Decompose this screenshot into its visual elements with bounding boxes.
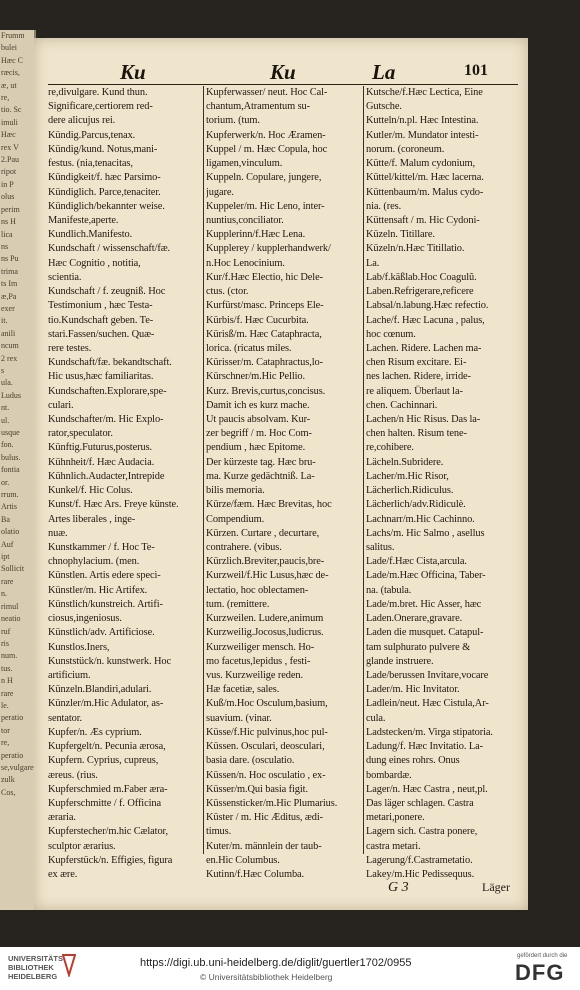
dictionary-line: zer begriff / m. Hoc Com- (206, 428, 312, 440)
copyright-notice: © Universitätsbibliothek Heidelberg (200, 972, 333, 982)
dictionary-line: nes lachen. Ridere, irride- (366, 371, 471, 383)
dictionary-column-2 (206, 86, 360, 886)
header-rule (48, 84, 518, 85)
dictionary-line: Kutteln/n.pl. Hæc Intestina. (366, 115, 479, 127)
dictionary-line: La. (366, 257, 380, 269)
previous-page-line: Hæc (1, 130, 16, 140)
previous-page-line: ns Pu (1, 254, 19, 264)
dictionary-line: Artes liberales , inge- (48, 513, 136, 525)
dictionary-line: Hæc Cognitio , notitia, (48, 257, 141, 269)
dictionary-line: Laden die musquet. Catapul- (366, 627, 484, 639)
previous-page-line: ripot (1, 167, 17, 177)
dictionary-line: jugare. (206, 186, 234, 198)
dictionary-line: Küsse/f.Hic pulvinus,hoc pul- (206, 726, 328, 738)
dictionary-line: Manifeste,aperte. (48, 214, 119, 226)
previous-page-line: Sollicit (1, 564, 25, 574)
previous-page-line: Hæc C (1, 55, 23, 65)
dictionary-line: Kutler/m. Mundator intesti- (366, 129, 479, 141)
dictionary-line: Kupferschmied m.Faber æra- (48, 783, 168, 795)
dictionary-line: Lachs/m. Hic Salmo , asellus (366, 527, 485, 539)
dictionary-line: Lade/m.bret. Hic Asser, hæc (366, 598, 482, 610)
dictionary-line: Kundlich.Manifesto. (48, 229, 133, 241)
previous-page-line: n. (1, 589, 7, 599)
dictionary-line: ctus. (ctor. (206, 286, 249, 298)
previous-page-line: rimul (1, 601, 19, 611)
dictionary-line: Damit ich es kurz mache. (206, 399, 310, 411)
dictionary-line: Kürschner/m.Hic Pellio. (206, 371, 305, 383)
dictionary-line: chnophylacium. (men. (48, 556, 140, 568)
dictionary-line: Kuppeln. Copulare, jungere, (206, 172, 322, 184)
dictionary-line: Kürisß/m. Hæc Cataphracta, (206, 328, 322, 340)
previous-page-line: it. (1, 316, 8, 326)
previous-page-line: se,vulgare (1, 762, 34, 772)
dictionary-line: Kuß/m.Hoc Osculum,basium, (206, 698, 328, 710)
running-head-left: Ku (120, 60, 146, 84)
dictionary-line: suavium. (vinar. (206, 712, 272, 724)
dictionary-line: æraria. (48, 812, 76, 824)
dictionary-line: re,cohibere. (366, 442, 414, 454)
dictionary-line: bilis memoria. (206, 485, 265, 497)
dictionary-line: Laden.Onerare,gravare. (366, 613, 463, 625)
dictionary-line: Kürisser/m. Cataphractus,lo- (206, 357, 323, 369)
previous-page-line: rare (1, 576, 14, 586)
dictionary-line: Kürbis/f. Hæc Cucurbita. (206, 314, 309, 326)
dictionary-line: Der kürzeste tag. Hæc bru- (206, 456, 316, 468)
previous-page-line: Artis (1, 502, 17, 512)
dictionary-line: Künftig.Futurus,posterus. (48, 442, 153, 454)
dictionary-line: glande instruere. (366, 655, 434, 667)
dfg-logo: DFG (515, 960, 565, 985)
dictionary-line: Kündiglich. Parce,tenaciter. (48, 186, 161, 198)
previous-page-line: ræcis, (1, 68, 20, 78)
dictionary-line: Künstlich/adv. Artificiose. (48, 627, 155, 639)
dictionary-line: Künstlich/kunstreich. Artifi- (48, 598, 163, 610)
institution-line: HEIDELBERG (8, 972, 58, 981)
institution-name (8, 954, 66, 981)
dictionary-line: chen Risum excitare. Ei- (366, 357, 467, 369)
dictionary-line: chen. Cachinnari. (366, 399, 438, 411)
dictionary-line: Lächerlich.Ridiculus. (366, 485, 454, 497)
dictionary-line: Kutsche/f.Hæc Lectica, Eine (366, 87, 483, 98)
dictionary-line: Hæ facetiæ, sales. (206, 684, 280, 696)
previous-page-line: zulk (1, 775, 15, 785)
dictionary-line: Gutsche. (366, 101, 402, 113)
dictionary-line: Kur/f.Hæc Electio, hic Dele- (206, 271, 323, 283)
dictionary-column-3 (366, 86, 520, 886)
dictionary-line: Küzeln/n.Hæc Titillatio. (366, 243, 465, 255)
dictionary-line: Ut paucis absolvam. Kur- (206, 414, 311, 426)
column-divider (203, 86, 204, 854)
dictionary-line: Küster / m. Hic Æditus, ædi- (206, 812, 323, 824)
dictionary-line: pendium , hæc Epitome. (206, 442, 306, 454)
dictionary-line: lectatio, hoc oblectamen- (206, 584, 309, 596)
dictionary-line: Kunst/f. Hæc Ars. Freye künste. (48, 499, 179, 511)
dictionary-line: sculptor ærarius. (48, 840, 116, 852)
dictionary-line: Kunstlos.Iners, (48, 641, 110, 653)
dictionary-line: ligamen,vinculum. (206, 158, 283, 170)
dictionary-line: ma. Kurze gedächtniß. La- (206, 470, 315, 482)
dictionary-line: Küssen/n. Hoc osculatio , ex- (206, 769, 326, 781)
dictionary-line: artificium. (48, 669, 91, 681)
dictionary-line: Kupplerey / kupplerhandwerk/ (206, 243, 331, 255)
dictionary-line: tam sulphurato pulvere & (366, 641, 471, 653)
dictionary-line: Kurzweiliger mensch. Ho- (206, 641, 315, 653)
previous-page-line: æ, ut (1, 80, 17, 90)
previous-page-line: num. (1, 651, 18, 661)
dictionary-line: rator,speculator. (48, 428, 113, 440)
previous-page-line: imuli (1, 117, 18, 127)
previous-page-line: peratio (1, 713, 24, 723)
dictionary-line: re aliquem. Überlaut la- (366, 385, 463, 397)
previous-page-line: Ludus (1, 390, 21, 400)
dictionary-line: Lade/m.Hæc Officina, Taber- (366, 570, 486, 582)
dictionary-line: Hic usus,hæc familiaritas. (48, 371, 154, 383)
dictionary-line: festus. (nia,tenacitas, (48, 158, 133, 170)
dictionary-line: Kündiglich/bekannter weise. (48, 200, 165, 212)
previous-page-line: le. (1, 700, 9, 710)
dictionary-line: Kündig/kund. Notus,mani- (48, 143, 158, 155)
previous-page-line: peratio (1, 750, 24, 760)
dictionary-line: Lachen. Ridere. Lachen ma- (366, 342, 482, 354)
previous-page-line: Frumm (1, 31, 25, 40)
dictionary-line: Lachen/n Hic Risus. Das la- (366, 414, 481, 426)
previous-page-line: fon. (1, 440, 14, 450)
dictionary-line: Künstlen. Artis edere speci- (48, 570, 161, 582)
dictionary-line: Künzler/m.Hic Adulator, as- (48, 698, 164, 710)
previous-page-line: ul. (1, 415, 10, 425)
signature-mark: G 3 (388, 880, 409, 895)
previous-page-line: ula. (1, 378, 13, 388)
previous-page-line: s (1, 365, 5, 375)
dictionary-line: Kupfer/n. Æs cyprium. (48, 726, 142, 738)
dictionary-line: cula. (366, 712, 386, 724)
dictionary-line: Kupfern. Cyprius, cupreus, (48, 755, 159, 767)
dictionary-line: Lakey/m.Hic Pedissequus. (366, 869, 475, 881)
dictionary-line: torium. (tum. (206, 115, 260, 127)
dictionary-line: hoc cœnum. (366, 328, 416, 340)
dictionary-line: Lab/f.käßlab.Hoc Coagulũ. (366, 271, 477, 283)
dictionary-line: Kürze/fæm. Hæc Brevitas, hoc (206, 499, 332, 511)
dictionary-line: basia dare. (osculatio. (206, 755, 295, 767)
dictionary-line: Ladstecken/m. Virga stipatoria. (366, 726, 493, 738)
dictionary-line: n.Hoc Lenocinium. (206, 257, 285, 269)
dictionary-line: Ladung/f. Hæc Invitatio. La- (366, 741, 483, 753)
dictionary-line: Kupferwerk/n. Hoc Æramen- (206, 129, 326, 141)
previous-page-line: lica (1, 229, 13, 239)
dictionary-line: Kündig.Parcus,tenax. (48, 129, 136, 141)
previous-page-line: tus. (1, 663, 13, 673)
dictionary-line: bombardæ. (366, 769, 412, 781)
dictionary-line: Küttel/kittel/m. Hæc lacerna. (366, 172, 484, 184)
dictionary-line: Testimonium , hæc Testa- (48, 300, 153, 312)
dictionary-line: scientia. (48, 271, 82, 283)
dictionary-line: Kuter/m. männlein der taub- (206, 840, 322, 852)
previous-page-line: perim (1, 204, 20, 214)
dictionary-line: Kurzweil/f.Hic Lusus,hæc de- (206, 570, 329, 582)
dictionary-line: norum. (coroneum. (366, 143, 445, 155)
previous-page-line: 2.Pau (1, 155, 19, 165)
dictionary-line: culari. (48, 399, 74, 411)
dictionary-line: Kunststück/n. kunstwerk. Hoc (48, 655, 172, 667)
previous-page-line: 2 rex (1, 353, 18, 363)
dictionary-line: mo facetus,lepidus , festi- (206, 655, 311, 667)
previous-page-line: ncum (1, 341, 19, 351)
dictionary-line: Lacher/m.Hic Risor, (366, 470, 449, 482)
funding-note: gefördert durch die (517, 953, 568, 959)
dictionary-line: Kurzweilig.Jocosus,ludicrus. (206, 627, 324, 639)
dictionary-line: chen halten. Risum tene- (366, 428, 467, 440)
dictionary-line: Lachnarr/m.Hic Cachinno. (366, 513, 475, 525)
dictionary-line: Kundschaft / wissenschaft/fæ. (48, 243, 171, 255)
previous-page-line: ts Im (1, 279, 18, 289)
previous-page-edge (0, 30, 36, 910)
previous-page-line: in P (1, 179, 14, 189)
dictionary-line: Kupferstecher/m.hic Cælator, (48, 826, 168, 838)
dictionary-line: Kundschaften.Explorare,spe- (48, 385, 167, 397)
dictionary-line: Kupferwasser/ neut. Hoc Cal- (206, 87, 328, 98)
running-head (34, 60, 528, 82)
column-divider (363, 86, 364, 854)
dictionary-line: Kundschaft/fæ. bekandtschaft. (48, 357, 172, 369)
dictionary-line: na. (tabula. (366, 584, 412, 596)
book-page (34, 38, 528, 910)
dictionary-line: lorica. (ricatus miles. (206, 342, 292, 354)
dictionary-line: Kündigkeit/f. hæc Parsimo- (48, 172, 161, 184)
previous-page-line: anili (1, 328, 16, 338)
dictionary-line: Kurz. Brevis,curtus,concisus. (206, 385, 326, 397)
dictionary-line: Lader/m. Hic Invitator. (366, 684, 460, 696)
previous-page-line: fontia (1, 465, 20, 475)
previous-page-line: tor (1, 725, 10, 735)
dictionary-line: Kunkel/f. Hic Colus. (48, 485, 133, 497)
dictionary-line: tum. (remittere. (206, 598, 270, 610)
previous-page-line: neatio (1, 614, 21, 624)
dictionary-line: Kuppeler/m. Hic Leno, inter- (206, 200, 325, 212)
page-number: 101 (464, 62, 488, 79)
dictionary-line: Küssen. Osculari, deosculari, (206, 741, 325, 753)
previous-page-line: rex V (1, 142, 19, 152)
previous-page-line: ipt (1, 552, 10, 562)
previous-page-line: ns (1, 241, 9, 251)
dictionary-line: nia. (res. (366, 200, 402, 212)
library-logo-icon (62, 953, 76, 977)
dictionary-line: æreus. (rius. (48, 769, 98, 781)
dictionary-line: stari.Fassen/suchen. Quæ- (48, 328, 155, 340)
dictionary-line: timus. (206, 826, 232, 838)
dictionary-line: salitus. (366, 542, 395, 553)
dictionary-line: dung eines rohrs. Onus (366, 755, 460, 767)
dictionary-line: Kütte/f. Malum cydonium, (366, 158, 475, 170)
dictionary-line: Kupplerinn/f.Hæc Lena. (206, 229, 306, 241)
dictionary-line: ciosus,ingeniosus. (48, 613, 122, 625)
dictionary-line: castra metari. (366, 840, 421, 852)
previous-page-line: usque (1, 428, 20, 437)
dictionary-line: dere alicujus rei. (48, 115, 116, 127)
viewer-footer (0, 947, 580, 990)
dictionary-line: Lächerlich/adv.Ridiculè. (366, 499, 466, 511)
dictionary-column-1 (48, 86, 202, 886)
dictionary-line: Ladlein/neut. Hæc Cistula,Ar- (366, 698, 489, 710)
previous-page-line: ruf (1, 626, 11, 636)
dictionary-line: rere testes. (48, 342, 92, 354)
dictionary-line: Küttensaft / m. Hic Cydoni- (366, 214, 480, 226)
dictionary-line: Kürzen. Curtare , decurtare, (206, 527, 320, 539)
dictionary-line: Küssensticker/m.Hic Plumarius. (206, 797, 338, 809)
dictionary-line: Lache/f. Hæc Lacuna , palus, (366, 314, 485, 326)
dictionary-line: Kupferschmitte / f. Officina (48, 797, 161, 809)
previous-page-line: bulei (1, 43, 17, 53)
institution-line: UNIVERSITÄTS- (8, 954, 66, 963)
dictionary-line: Künzeln.Blandiri,adulari. (48, 684, 152, 696)
dictionary-line: Kühnlich.Audacter,Intrepide (48, 470, 165, 482)
dictionary-line: Lade/f.Hæc Cista,arcula. (366, 556, 467, 568)
dictionary-line: Lagern sich. Castra ponere, (366, 826, 478, 838)
previous-page-line: ris (1, 638, 9, 648)
dictionary-line: Kutinn/f.Hæc Columba. (206, 869, 305, 881)
dictionary-line: re,divulgare. Kund thun. (48, 87, 148, 98)
dictionary-line: vus. Kurzweilige reden. (206, 669, 303, 681)
running-head-middle: Ku (270, 60, 296, 84)
dictionary-line: Kürzlich.Breviter,paucis,bre- (206, 556, 325, 568)
dictionary-line: nuæ. (48, 527, 68, 539)
previous-page-line: Cos, (1, 787, 16, 797)
catchword: Läger (482, 880, 510, 894)
dictionary-line: en.Hic Columbus. (206, 854, 280, 866)
previous-page-line: exer (1, 303, 15, 313)
dictionary-line: Kundschaft / f. zeugniß. Hoc (48, 286, 166, 298)
permalink-url[interactable]: https://digi.ub.uni-heidelberg.de/diglit/guertler1702/0955 (140, 957, 412, 969)
dictionary-line: Kurfürst/masc. Princeps Ele- (206, 300, 324, 312)
dictionary-line: sentator. (48, 712, 83, 724)
institution-line: BIBLIOTHEK (8, 963, 54, 972)
dictionary-line: Lagerung/f.Castrametatio. (366, 854, 473, 866)
previous-page-line: tio. Sc (1, 105, 22, 115)
previous-page-line: nt. (1, 403, 10, 413)
previous-page-line: or. (1, 477, 10, 487)
dictionary-line: Kuppel / m. Hæc Copula, hoc (206, 143, 328, 155)
dictionary-line: Küzeln. Titillare. (366, 229, 435, 241)
previous-page-line: olatio (1, 527, 20, 537)
dictionary-line: Das läger schlagen. Castra (366, 797, 474, 809)
dictionary-line: Küsser/m.Qui basia figit. (206, 783, 308, 795)
previous-page-line: rare (1, 688, 14, 698)
previous-page-line: trima (1, 266, 18, 276)
dictionary-line: Lade/berussen Invitare,vocare (366, 669, 489, 681)
dictionary-line: Künstler/m. Hic Artifex. (48, 584, 148, 596)
dictionary-line: Significare,certiorem red- (48, 101, 153, 113)
dictionary-line: nuntius,conciliator. (206, 214, 284, 226)
dictionary-line: contrahere. (vibus. (206, 542, 282, 553)
previous-page-line: olus (1, 192, 15, 202)
dictionary-line: tio.Kundschaft geben. Te- (48, 314, 154, 326)
previous-page-line: Auf (1, 539, 14, 549)
dictionary-line: metari,ponere. (366, 812, 425, 824)
dictionary-line: Kundschafter/m. Hic Explo- (48, 414, 164, 426)
dictionary-line: Kupferstück/n. Effigies, figura (48, 854, 173, 866)
dictionary-line: Laben.Refrigerare,reficere (366, 286, 474, 298)
previous-page-line: bulus. (1, 452, 21, 462)
dictionary-line: Kühnheit/f. Hæc Audacia. (48, 456, 155, 468)
previous-page-line: æ,Pa (1, 291, 17, 301)
dictionary-line: Kupfergelt/n. Pecunia ærosa, (48, 741, 166, 753)
dictionary-line: Kunstkammer / f. Hoc Te- (48, 542, 155, 553)
previous-page-line: Ba (1, 514, 10, 524)
dictionary-line: Küttenbaum/m. Malus cydo- (366, 186, 484, 198)
previous-page-line: n H (1, 676, 13, 686)
running-head-right: La (372, 60, 396, 84)
dictionary-line: Lächeln.Subridere. (366, 456, 444, 468)
previous-page-line: ns H (1, 217, 16, 227)
previous-page-line: re, (1, 738, 10, 748)
dictionary-line: ex ære. (48, 869, 78, 881)
dictionary-line: Compendium. (206, 513, 265, 525)
previous-page-line: rrum. (1, 490, 19, 500)
dictionary-line: Labsal/n.labung.Hæc refectio. (366, 300, 489, 312)
dictionary-line: Lager/n. Hæc Castra , neut,pl. (366, 783, 488, 795)
dictionary-line: chantum,Atramentum su- (206, 101, 310, 113)
previous-page-line: re, (1, 93, 10, 103)
dictionary-line: Kurzweilen. Ludere,animum (206, 613, 324, 625)
